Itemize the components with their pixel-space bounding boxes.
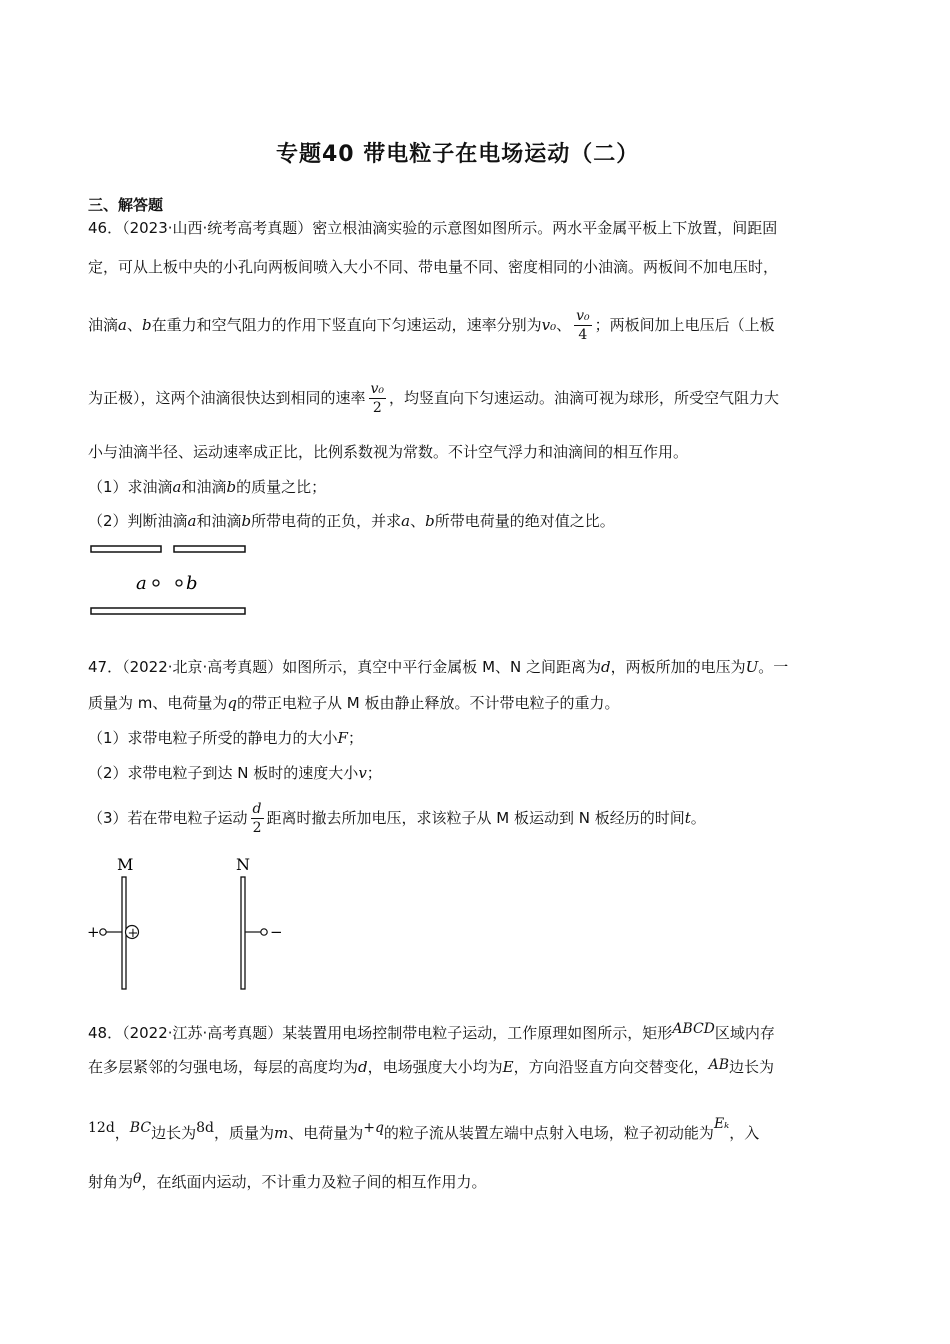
parallel-plates-figure <box>84 850 294 995</box>
q48-line-2: 在多层紧邻的匀强电场，每层的高度均为d，电场强度大小均为E，方向沿竖直方向交替变化，AB边长为 <box>88 1057 775 1076</box>
millikan-figure <box>88 540 253 620</box>
droplet-a-label: a <box>136 573 147 594</box>
plate-n <box>241 877 245 989</box>
q46-line-4: 为正极），这两个油滴很快达到相同的速率 $\frac{\text{v₀}}{2}$ ，均竖直向下匀速运动。油滴可视为球形，所受空气阻力大 <box>88 381 780 416</box>
droplet-b <box>176 580 182 586</box>
droplet-a <box>153 580 159 586</box>
upper-plate-right <box>174 546 245 552</box>
q48-line-3: 12d，BC边长为8d，质量为m、电荷量为+q的粒子流从装置左端中点射入电场，粒子初动能为Eₖ，入 <box>88 1116 760 1142</box>
plate-n-label: N <box>236 855 250 874</box>
q47-line-2: 质量为 m、电荷量为q的带正电粒子从 M 板由静止释放。不计带电粒子的重力。 <box>88 694 620 712</box>
particle-charge-sign: + <box>127 926 139 941</box>
fraction-d-over-2: $\frac{d}{2}$ <box>252 801 262 836</box>
droplet-b-label: b <box>186 573 198 594</box>
negative-terminal-sign: − <box>270 923 283 941</box>
positive-terminal <box>100 929 106 935</box>
negative-terminal <box>261 929 267 935</box>
q48-line-1: 48．（2022·江苏·高考真题）某装置用电场控制带电粒子运动，工作原理如图所示，矩形ABCD区域内存 <box>88 1021 775 1042</box>
q46-line-5: 小与油滴半径、运动速率成正比，比例系数视为常数。不计空气浮力和油滴间的相互作用。 <box>88 443 689 461</box>
q47-part-3: （3）若在带电粒子运动 $\frac{d}{2}$ 距离时撤去所加电压，求该粒子从 M 板运动到 N 板经历的时间t。 <box>88 801 706 836</box>
upper-plate-left <box>91 546 161 552</box>
plate-m-label: M <box>117 855 134 874</box>
q46-line-3: 油滴a、b在重力和空气阻力的作用下竖直向下匀速运动，速率分别为v₀、 $\frac{\text{v₀}}{4}$ ；两板间加上电压后（上板 <box>88 308 775 343</box>
lower-plate <box>91 608 245 614</box>
q46-line-2: 定，可从上板中央的小孔向两板间喷入大小不同、带电量不同、密度相同的小油滴。两板间不加电压时， <box>88 258 779 276</box>
q48-line-4: 射角为θ，在纸面内运动，不计重力及粒子间的相互作用力。 <box>88 1171 487 1191</box>
q47-part-2: （2）求带电粒子到达 N 板时的速度大小v； <box>88 764 382 782</box>
q47-part-1: （1）求带电粒子所受的静电力的大小F； <box>88 729 363 747</box>
fraction-v0-over-4: $\frac{\text{v₀}}{4}$ <box>576 308 590 343</box>
positive-terminal-sign: + <box>87 923 100 941</box>
section-heading: 三、解答题 <box>88 196 164 214</box>
q46-line-1: 46．（2023·山西·统考高考真题）密立根油滴实验的示意图如图所示。两水平金属平板上下放置，间距固 <box>88 219 778 237</box>
q46-part-2: （2）判断油滴a和油滴b所带电荷的正负，并求a、b所带电荷量的绝对值之比。 <box>88 512 615 530</box>
q47-line-1: 47．（2022·北京·高考真题）如图所示，真空中平行金属板 M、N 之间距离为d，两板所加的电压为U。一 <box>88 658 789 676</box>
q46-part-1: （1）求油滴a和油滴b的质量之比； <box>88 478 327 496</box>
fraction-v0-over-2: $\frac{\text{v₀}}{2}$ <box>370 381 385 416</box>
page-title: 专题40 带电粒子在电场运动（二） <box>276 142 640 167</box>
